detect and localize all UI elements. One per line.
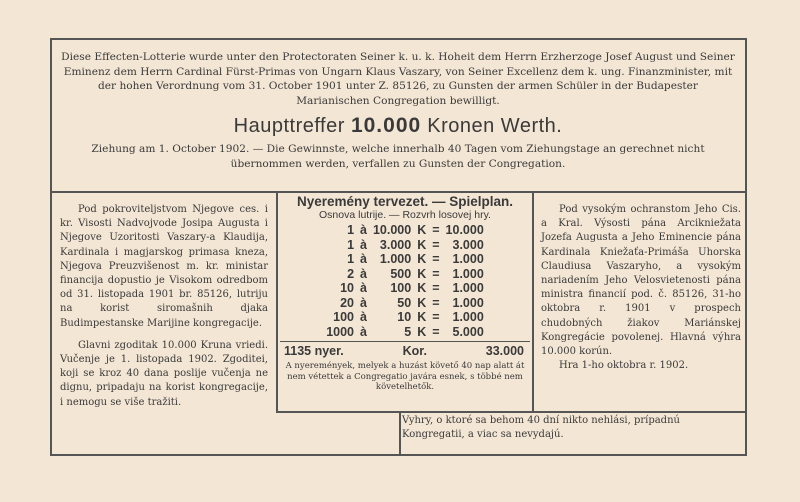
prize-unit: K: [417, 266, 427, 281]
prize-plan: [280, 194, 530, 393]
prize-unit: K: [417, 252, 427, 266]
prize-total: 1.000: [452, 310, 484, 324]
prize-value: 500: [390, 266, 412, 281]
prize-table: [323, 223, 487, 339]
prize-eq: =: [432, 295, 440, 310]
prize-count: 20: [340, 295, 355, 310]
plan-subtitle: Osnova lutrije. — Rozvrh losovej hry.: [319, 209, 491, 221]
prize-a: à: [360, 324, 367, 339]
prize-eq: =: [432, 237, 440, 252]
prize-row: [323, 281, 487, 296]
prize-count: 1: [347, 252, 355, 266]
prize-count: 1: [347, 237, 355, 252]
main-prize-heading: [52, 114, 744, 138]
prize-row: [323, 267, 487, 282]
croatian-column: [60, 203, 268, 410]
prize-total: 1.000: [452, 281, 484, 295]
main-prize-prefix: Haupttreffer: [233, 115, 345, 137]
prize-count: 10: [340, 281, 355, 295]
prize-unit: K: [417, 310, 427, 324]
plan-note: A nyeremények, melyek a huzást követő 40 nap alatt át nem vétettek a Congregatio javára esnek, s többé nem követelhetők.: [285, 361, 525, 392]
prize-row: [323, 296, 487, 311]
bottom-right-top-rule: [399, 411, 747, 413]
prize-eq: =: [432, 281, 440, 295]
right-column-divider: [532, 191, 534, 413]
prize-count: 2: [347, 266, 355, 281]
prize-eq: =: [432, 252, 440, 266]
total-value: 33.000: [485, 344, 524, 358]
prize-eq: =: [432, 324, 440, 339]
prize-total: 10.000: [445, 223, 484, 237]
prize-unit: K: [417, 237, 427, 252]
slovak-text-3: Vyhry, o ktoré sa behom 40 dní nikto nehlási, prípadnú Kongregatii, a viac sa nevydajú.: [402, 415, 680, 440]
prize-total-row: [280, 341, 530, 358]
prize-row: [323, 325, 487, 340]
main-prize-suffix: Kronen Werth.: [427, 115, 563, 137]
prize-count: 100: [333, 310, 355, 324]
prize-value: 10: [397, 310, 412, 324]
prize-total: 1.000: [452, 295, 484, 310]
prize-row: [323, 238, 487, 253]
prize-value: 1.000: [379, 252, 412, 266]
slovak-text-1: Pod vysokým ochranstom Jeho Cis. a Kral. Výsosti pána Arcikniežata Jozefa Augusta a Jeho Eminencie pána Kardinala Kniežaťa-Primáša Uhorska Claudiusa Vaszaryho, a vysokým nariadením Jeho Velosvietenosti pána ministra financií pod. č. 85126, 31-ho oktobra r. 1901 v prospech chudobných žiakov Mariánskej Kongregácie povolenej. Hlavná výhra 10.000 korún.: [541, 204, 741, 358]
prize-value: 5: [404, 324, 412, 339]
prize-eq: =: [432, 266, 440, 281]
main-prize-amount: 10.000: [350, 114, 422, 137]
prize-row: [323, 252, 487, 267]
prize-eq: =: [432, 310, 440, 324]
prize-count: 1000: [326, 324, 355, 339]
prize-a: à: [360, 310, 367, 324]
prize-total: 5.000: [452, 324, 484, 339]
prize-total: 1.000: [452, 266, 484, 281]
bottom-divider: [399, 411, 401, 456]
prize-a: à: [360, 281, 367, 295]
left-column-divider: [276, 191, 278, 413]
plan-title: Nyeremény tervezet. — Spielplan.: [296, 194, 514, 209]
prize-row: [323, 223, 487, 238]
prize-value: 3.000: [379, 237, 412, 252]
croatian-text-1: Pod pokroviteljstvom Njegove ces. i kr. Visosti Nadvojvode Josipa Augusta i Njegove Uzoritosti Vaszary-a Klaudija, Kardinala i magjarskog primasa kneza, Njegova Preuzvišenost m. kr. ministar financija dopustio je Visokom odredbom od 31. listopada 1901 br. 85126, lutriju na korist siromašnih djaka Budimpestanske Marijine kongregacije.: [60, 204, 268, 329]
total-label: 1135 nyer.: [284, 344, 344, 358]
prize-count: 1: [347, 223, 355, 237]
prize-total: 3.000: [452, 237, 484, 252]
slovak-column: [541, 203, 741, 373]
prize-value: 100: [390, 281, 412, 295]
plan-bottom-rule: [276, 411, 401, 413]
prize-unit: K: [417, 324, 427, 339]
prize-unit: K: [417, 295, 427, 310]
prize-a: à: [360, 266, 367, 281]
draw-date-text: Ziehung am 1. October 1902. — Die Gewinnste, welche innerhalb 40 Tagen vom Ziehungstage an gerechnet nicht übernommen werden, verfallen zu Gunsten der Congregation.: [91, 143, 705, 170]
prize-a: à: [360, 295, 367, 310]
header-divider: [50, 191, 747, 193]
slovak-footer: [402, 414, 742, 442]
total-kor: Kor.: [402, 344, 427, 358]
prize-a: à: [360, 223, 367, 237]
slovak-text-2: Hra 1-ho oktobra r. 1902.: [559, 360, 689, 372]
prize-total: 1.000: [452, 252, 484, 266]
german-intro-text: Diese Effecten-Lotterie wurde unter den Protectoraten Seiner k. u. k. Hoheit dem Herrn Erzherzoge Josef August und Seiner Eminenz dem Herrn Cardinal Fürst-Primas von Ungarn Klaus Vaszary, von Seiner Excellenz dem k. ung. Finanzminister, mit der hohen Verordnung vom 31. October 1901 unter Z. 85126, zu Gunsten der armen Schüler in der Budapester Marianischen Congregation bewilligt.: [61, 51, 735, 107]
prize-row: [323, 310, 487, 325]
prize-eq: =: [432, 223, 440, 237]
prize-a: à: [360, 237, 367, 252]
german-header: [52, 42, 744, 171]
prize-value: 50: [397, 295, 412, 310]
prize-unit: K: [417, 223, 427, 237]
croatian-text-2: Glavni zgoditak 10.000 Kruna vriedi. Vučenje je 1. listopada 1902. Zgoditei, koji se kroz 40 dana poslije vučenja ne dignu, pripadaju na korist kongregacije, i nemogu se više tražiti.: [60, 339, 268, 408]
prize-unit: K: [417, 281, 427, 295]
prize-a: à: [360, 252, 367, 266]
prize-value: 10.000: [372, 223, 412, 237]
